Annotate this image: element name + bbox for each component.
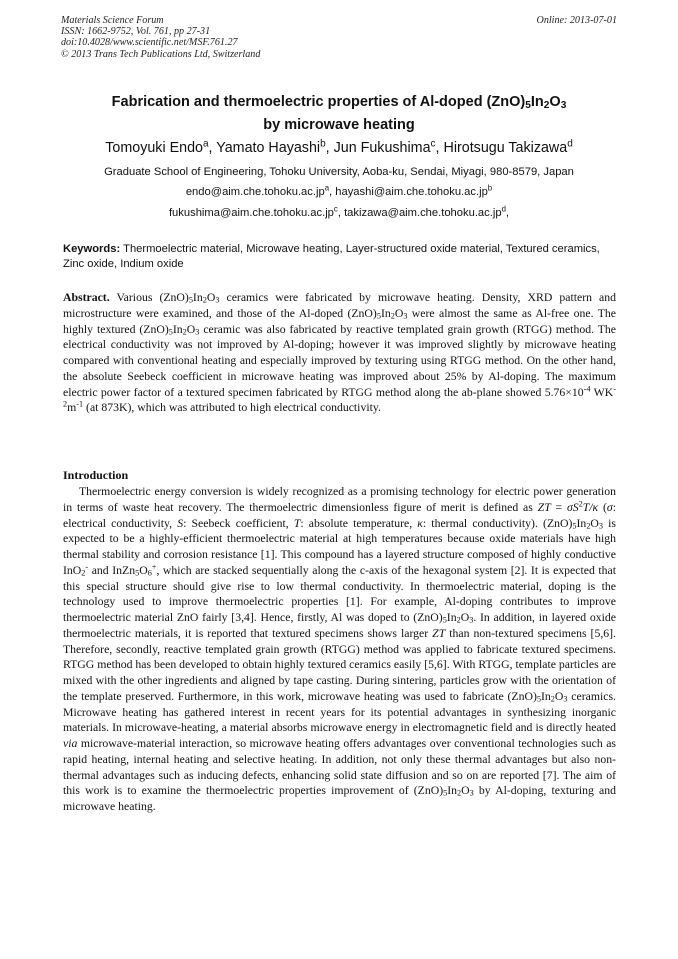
email-link[interactable]: takizawa@aim.che.tohoku.ac.jp <box>344 207 502 219</box>
paper-title-line-2: by microwave heating <box>263 117 415 133</box>
email-link[interactable]: fukushima@aim.che.tohoku.ac.jp <box>168 207 334 219</box>
affiliation: Graduate School of Engineering, Tohoku University, Aoba-ku, Sendai, Miyagi, 980-8579, Japan <box>104 166 574 178</box>
issn: ISSN: 1662-9752, Vol. 761, pp 27-31 <box>61 26 211 38</box>
author: Jun Fukushima <box>333 140 431 156</box>
section-heading-introduction: Introduction <box>63 468 129 482</box>
email-line-1: $endo@aim.che.tohoku.ac.jp^a$, $hayashi@aim.che.tohoku.ac.jp^b$ <box>185 183 493 198</box>
doi: doi:10.4028/www.scientific.net/MSF.761.27 <box>61 37 238 49</box>
copyright: © 2013 Trans Tech Publications Ltd, Switzerland <box>61 48 261 60</box>
keywords <box>63 242 616 272</box>
email-link[interactable]: hayashi@aim.che.tohoku.ac.jp <box>335 186 488 198</box>
email-link[interactable]: endo@aim.che.tohoku.ac.jp <box>185 186 325 198</box>
journal-header <box>61 15 617 60</box>
keywords-label: Keywords: <box>63 243 121 255</box>
author: Yamato Hayashi <box>216 140 321 156</box>
author: Hirotsugu Takizawa <box>443 140 568 156</box>
author: Tomoyuki Endo <box>105 140 203 156</box>
paper-title-line-1: Fabrication and thermoelectric properties of Al-doped $(ZnO)_5In_2O_3$ <box>111 94 567 112</box>
journal-name: Materials Science Forum <box>61 15 164 26</box>
author-list: Tomoyuki Endo$^a$, Yamato Hayashi$^b$, Jun Fukushima$^c$, Hirotsugu Takizawa$^d$ <box>105 138 573 156</box>
email-line-2: $fukushima@aim.che.tohoku.ac.jp^c$, $takizawa@aim.che.tohoku.ac.jp^d$, <box>168 204 510 219</box>
keywords-text: Thermoelectric material, Microwave heating, Layer-structured oxide material, Textured ceramics, Zinc oxide, Indium oxide <box>63 243 600 271</box>
introduction-body: Thermoelectric energy conversion is widely recognized as a promising technology for electric power generation in terms of waste heat recovery. The thermoelectric dimensionless figure of merit is defined as ZT = $\sigma S^2T/\kappa$ (σ: electrical conductivity, S: Seebeck coefficient, T: absolute temperature, κ: thermal conductivity). $(ZnO)_5In_2O_3$ is expected to be a highly-efficient thermoelectric material at high temperatures because oxide materials have high thermal stability and corrosion resistance [1]. This compound has a layered structure composed of highly conductive InO$_2$- and $InZn_5O_6^+$, which are stacked sequentially along the c-axis of the hexagonal system [2]. It is expected that this special structure should give rise to low thermal conductivity. In thermoelectric material, doping is the technology used to improve thermoelectric properties [1]. For example, Al-doping contributes to improve thermoelectric material ZnO fairly [3,4]. Hence, firstly, Al was doped to $(ZnO)_5In_2O_3$. In addition, in layered oxide thermoelectric materials, it is reported that textured specimens shows larger ZT than non-textured specimens [5,6]. Therefore, secondly, reactive templated grain growth (RTGG) method was applied to fabricate textured specimens. RTGG method has been developed to obtain highly textured ceramics easily [5,6]. With RTGG, template particles are mixed with the other ingredients and aligned by tape casting. During sintering, particles grow with the orientation of the template preserved. Furthermore, in this work, microwave heating was used to fabricate $(ZnO)_5In_2O_3$ ceramics. Microwave heating has gathered interest in recent years for its potential advantages in synthesizing inorganic materials. In microwave-heating, a material absorbs microwave energy in electromagnetic field and is directly heated via microwave-material interaction, so microwave heating offers advantages over conventional technologies such as rapid heating, internal heating and selective heating. In addition, not only these thermal advantages but also non-thermal advantages such as inducing defects, enhancing solid state diffusion and so on are reported [7]. The aim of this work is to examine the thermoelectric properties improvement of $(ZnO)_5In_2O_3$ by Al-doping, texturing and microwave heating. <box>63 485 616 813</box>
online-date: Online: 2013-07-01 <box>536 15 617 26</box>
abstract: Abstract. Various $(ZnO)_5In_2O_3$ ceramics were fabricated by microwave heating. Density, XRD pattern and microstructure were examined, and those of the Al-doped $(ZnO)_5In_2O_3$ were almost the same as Al-free one. The highly textured $(ZnO)_5In_2O_3$ ceramic was also fabricated by reactive templated grain growth (RTGG) method. The electrical conductivity was not improved by Al-doping; however it was improved slightly by microwave heating compared with conventional heating and especially improved by texturing using RTGG method. On the other hand, the absolute Seebeck coefficient in microwave heating was improved about 25% by Al-doping. The maximum electric power factor of a textured specimen fabricated by RTGG method along the ab-plane showed $5.76\times 10^{-4}$ $WK^{-2}m^{-1}$ (at 873K), which was attributed to high electrical conductivity. <box>63 291 617 415</box>
abstract-label: Abstract. <box>63 291 110 304</box>
